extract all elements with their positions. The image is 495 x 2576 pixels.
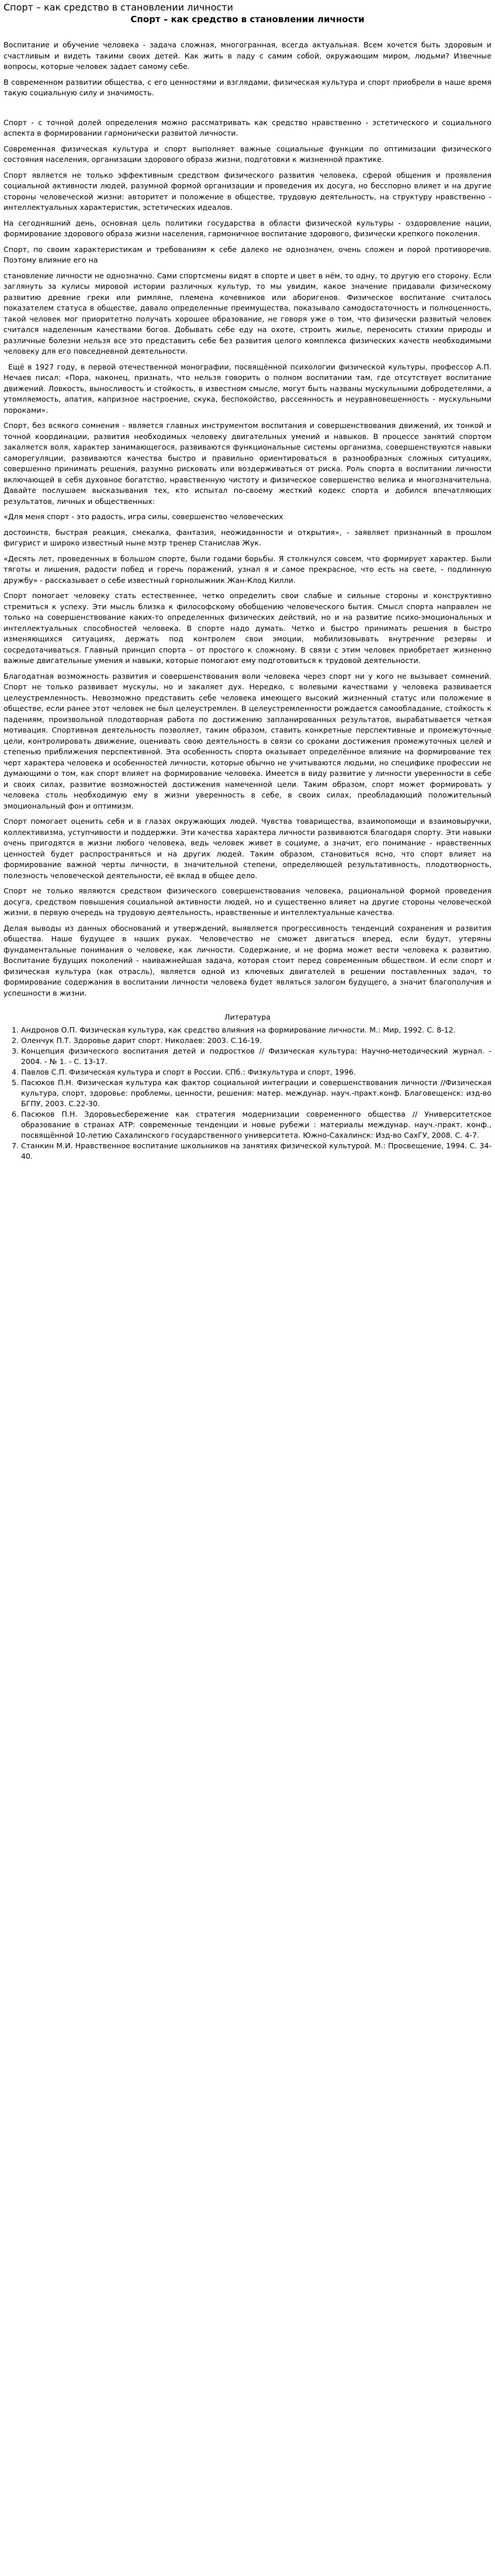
- references-list: [4, 1025, 491, 1162]
- paragraph: «Десять лет, проведенных в большом спорте, были годами борьбы. Я столкнулся совсем, что формирует характер. Были тяготы и лишения, радости побед и горечь поражений, узнал я и самое прекрасное, что есть на свете, - подлинную дружбу» - рассказывает о себе известный горнолыжник Жан-Клод Килли.: [4, 554, 491, 585]
- article-body: [4, 40, 491, 999]
- paragraph: становление личности не однозначно. Сами спортсмены видят в спорте и цвет в нём, то одну, то другую его сторону. Если заглянуть за кулисы мировой истории различных культур, то мы увидим, какое значение придавали физическому развитию древние греки или римляне, племена кочевников или аборигенов. Физическое воспитание считалось показателем статуса в обществе, давало определенные преимущества, показывало самодостаточность и полноценность, такой человек мог приоритетно получать хорошее образование, не говоря уже о том, что физически развитый человек считался наделенным качествами богов. Добывать себе еду на охоте, строить жилье, переносить стихии природы и различные болезни нельзя все это представить себе без развития целого комплекса физических качеств необходимыми человеку для его повседневной деятельности.: [4, 271, 491, 355]
- reference-item: 1. Андронов О.П. Физическая культура, как средство влияния на формирование личности. М.: Мир, 1992. С. 8-12.: [21, 1025, 491, 1035]
- paragraph: Спорт, без всякого сомнения - является главных инструментом воспитания и совершенствования движений, их тонкой и точной координации, развития необходимых человеку двигательных умений и навыков. В процессе занятий спортом закаляется воля, характер занимающегося, развиваются функциональные системы организма, совершенствуются навыки саморегуляции, развиваются качества быстро и правильно ориентироваться в разнообразных сложных ситуациях, совершенно принимать решения, разумно рисковать или воздерживаться от риска. Роль спорта в воспитании личности включающей в себя духовное богатство, нравственную чистоту и физическое совершенство велика и многозначительна. Давайте послушаем высказывания тех, кто испытал по-своему жесткий кодекс спорта и добился впечатляющих результатов, личных и общественных:: [4, 421, 491, 506]
- paragraph: Спорт помогает человеку стать естественнее, четко определить свои слабые и сильные стороны и конструктивно стремиться к успеху. Эти мысль близка к философскому обобщению человеческого бытия. Смысл спорта направлен не только на совершенствование каких-то определенных физических действий, но и на развитие психо-эмоциональных и интеллектуальных способностей человека. В спорте надо думать. Четко и быстро принимать решения в быстро изменяющихся ситуациях, держать под контролем свои эмоции, мобилизовывать внутренние резервы и сосредотачиваться. Главный принцип спорта – от простого к сложному. В связи с этим человек приобретает жизненно важные двигательные умения и навыки, которые помогают ему подготовиться к трудовой деятельности.: [4, 591, 491, 665]
- paragraph: Спорт - с точной долей определения можно рассматривать как средство нравственно - эстетического и социального аспекта в формировании гармонически развитой личности.: [4, 118, 491, 137]
- paragraph: Современная физическая культура и спорт выполняет важные социальные функции по оптимизации физического состояния населения, организации здорового образа жизни, подготовки к жизненной практике.: [4, 144, 491, 164]
- paragraph: Делая выводы из данных обоснований и утверждений, выявляется прогрессивность тенденций сохранения и развития общества. Наше будущее в наших руках. Человечество не сможет двигаться вперед, если будут, утеряны фундаментальные понимания о человеке, как личности. Содержание, и не форма может вести человека к развитию. Воспитание будущих поколений - наиважнейшая задача, которая стоит перед современным обществом. И если спорт и физическая культура (как отрасль), является одной из ключевых двигателей в решении поставленных задач, то формирование содержания в воспитании личности человека будет являться залогом будущего, а значит благополучия и успешности в жизни.: [4, 923, 491, 997]
- reference-item: 7. Станкин М.И. Нравственное воспитание школьников на занятиях физической культурой. М.: Просвещение, 1994. С. 34-40.: [21, 1141, 491, 1162]
- document-header: Спорт – как средство в становлении личности: [4, 2, 233, 13]
- reference-item: 4. Павлов С.П. Физическая культура и спорт в России. СПб.: Физкультура и спорт, 1996.: [21, 1067, 491, 1078]
- page-title: Спорт – как средство в становлении личности: [130, 14, 365, 25]
- paragraph: Ещё в 1927 году, в первой отечественной монографии, посвящённой психологии физической культуры, профессор А.П. Нечаев писал: «Пора, наконец, признать, что нельзя говорить о полном воспитании там, где отсутствует воспитание движений. Ловкость, выносливость и стойкость, в известном смысле, могут быть названы мускульными добродетелями, а утомляемость, апатия, капризное настроение, скука, беспокойство, рассеянность и неуравновешенность - мускульными пороками».: [4, 362, 491, 415]
- references-title: Литература: [224, 1013, 271, 1021]
- paragraph: «Для меня спорт - это радость, игра силы, совершенство человеческих: [4, 512, 283, 521]
- paragraph: Спорт не только являются средством физического совершенствования человека, рациональной формой проведения досуга, средством повышения социальной активности людей, но и существенно влияет на другие стороны человеческой жизни, в первую очередь на трудовую деятельность, нравственные и интеллектуальные качества.: [4, 886, 491, 917]
- paragraph: В современном развитии общества, с его ценностями и взглядами, физическая культура и спорт приобрели в наше время такую социальную силу и значимость.: [4, 77, 491, 97]
- paragraph: Спорт является не только эффективным средством физического развития человека, сферой общения и проявления социальной активности людей, разумной формой организации и проведения их досуга, но бесспорно влияет и на другие стороны человеческой жизни: авторитет и положение в обществе, трудовую деятельность, на структуру нравственно - интеллектуальных характеристик, эстетических идеалов.: [4, 170, 491, 212]
- paragraph: достоинств, быстрая реакция, смекалка, фантазия, неожиданности и открытия», - заявляет признанный в прошлом фигурист и широко известный ныне мэтр тренер Станислав Жук.: [4, 527, 491, 547]
- reference-item: 5. Пасюков П.Н. Физическая культура как фактор социальной интеграции и совершенствования личности //Физическая культура, спорт, здоровье: проблемы, ценности, решения: матер. междунар. науч.-практ.конф. Благовещенск: изд-во БГПУ, 2003. С.22-30.: [21, 1078, 491, 1109]
- paragraph: Спорт помогает оценить себя и в глазах окружающих людей. Чувства товарищества, взаимопомощи и взаимовыручки, коллективизма, уступчивости и поддержки. Эти качества характера личности развиваются благодаря спорту. Эти навыки очень пригодятся в жизни любого человека, ведь человек живет в социуме, а значит, его понимание - нравственных ценностей будет распространяться и на других людей. Таким образом, становиться ясно, что спорт влияет на формирование важной черты личности, в значительной степени, определяющей результативность, плодотворность, полезность человеческой деятельности, её вклад в общее дело.: [4, 817, 491, 880]
- paragraph: На сегодняшний день, основная цель политики государства в области физической культуры - оздоровление нации, формирование здорового образа жизни населения, гармоничное воспитание здорового, физически крепкого поколения.: [4, 218, 491, 238]
- paragraph: Воспитание и обучение человека - задача сложная, многогранная, всегда актуальная. Всем хочется быть здоровым и счастливым и видеть такими своих детей. Как жить в ладу с самим собой, окружающим миром, людьми? Извечные вопросы, которые человек задает самому себе.: [4, 40, 491, 71]
- reference-item: 3. Концепция физического воспитания детей и подростков // Физическая культура: Научно-методический журнал. - 2004. - № 1. - С. 13-17.: [21, 1046, 491, 1067]
- reference-item: 6. Пасюков П.Н. Здоровьесбережение как стратегия модернизации современного общества // Университетское образование в странах АТР: современные тенденции и новые рубежи : материалы междунар. науч.-практ. конф., посвящённой 10-летию Сахалинского государственного университета. Южно-Сахалинск: Изд-во СахГУ, 2008. С. 4-7.: [21, 1109, 491, 1141]
- document-page: [0, 0, 495, 1169]
- reference-item: 2. Оленчук П.Т. Здоровье дарит спорт. Николаев: 2003. С.16-19.: [21, 1035, 491, 1046]
- paragraph: Благодатная возможность развития и совершенствования воли человека через спорт ни у кого не вызывает сомнений. Спорт не только развивает мускулы, но и закаляет дух. Нередко, с волевыми качествами у человека развивается целеустремленность. Невозможно представить себе человека имеющего высокий жизненный статус или положение в обществе, если ранее этот человек не был целеустремлен. В целеустремленности рождается самообладание, стойкость к падениям, произвольной плодотворная работа по достижению запланированных результатов, вырабатывается четкая мотивация. Спортивная деятельность позволяет, таким образом, ставить конкретные перспективные и промежуточные цели, контролировать движение, оценивать свою деятельность в связи со сроками достижения промежуточных целей и степенью приближения перспективной. Эта особенность спорта оказывает определённое влияние на формирование тех черт характера человека и особенностей личности, которые обычно не учитываются людьми, но специфике професcии не думающими о том, как спорт влияет на формирование человека. Имеется в виду развитие у личности уверенности в себе и своих силах, развитие возможностей достижения намеченной цели. Таким образом, спорт может формировать у человека столь необходимую ему в жизни уверенность в себе, в своих силах, преобладающий положительный эмоциональный фон и оптимизм.: [4, 671, 491, 810]
- paragraph: Спорт, по своим характеристикам и требованиям к себе далеко не однозначен, очень сложен и порой противоречив. Поэтому влияние его на: [4, 244, 491, 264]
